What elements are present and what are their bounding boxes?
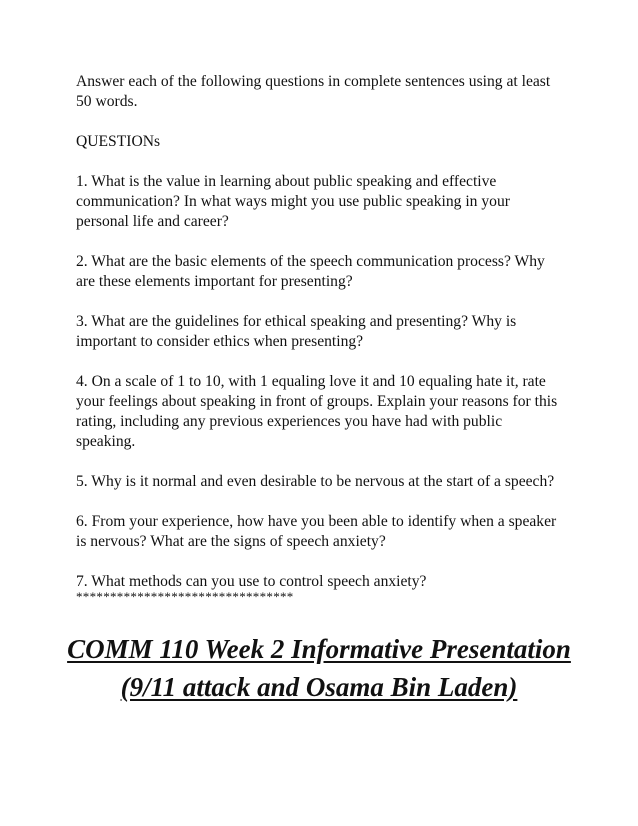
question-text: 7. What methods can you use to control speech anxiety? bbox=[76, 573, 427, 590]
question-text: 1. What is the value in learning about public speaking and effective communication? In what ways might you use public speaking in your personal life and career? bbox=[76, 173, 510, 230]
question-item bbox=[76, 172, 562, 232]
question-item bbox=[76, 372, 562, 452]
separator-line: ******************************** bbox=[76, 589, 294, 604]
question-item bbox=[76, 472, 562, 492]
instructions-text: Answer each of the following questions in complete sentences using at least 50 words. bbox=[76, 73, 551, 110]
question-text: 2. What are the basic elements of the speech communication process? Why are these elements important for presenting? bbox=[76, 253, 545, 290]
question-text: 5. Why is it normal and even desirable to be nervous at the start of a speech? bbox=[76, 473, 555, 490]
question-text: 6. From your experience, how have you been able to identify when a speaker is nervous? What are the signs of speech anxiety? bbox=[76, 513, 557, 550]
question-item bbox=[76, 252, 562, 292]
questions-heading: QUESTIONs bbox=[76, 133, 161, 150]
question-item bbox=[76, 512, 562, 552]
question-item bbox=[76, 312, 562, 352]
document-title: COMM 110 Week 2 Informative Presentation (9/11 attack and Osama Bin Laden) bbox=[67, 634, 571, 702]
document-body bbox=[76, 72, 562, 603]
question-text: 4. On a scale of 1 to 10, with 1 equaling love it and 10 equaling hate it, rate your feelings about speaking in front of groups. Explain your reasons for this rating, including any previous experiences you have had with public speaking. bbox=[76, 373, 558, 450]
question-text: 3. What are the guidelines for ethical speaking and presenting? Why is important to consider ethics when presenting? bbox=[76, 313, 517, 350]
